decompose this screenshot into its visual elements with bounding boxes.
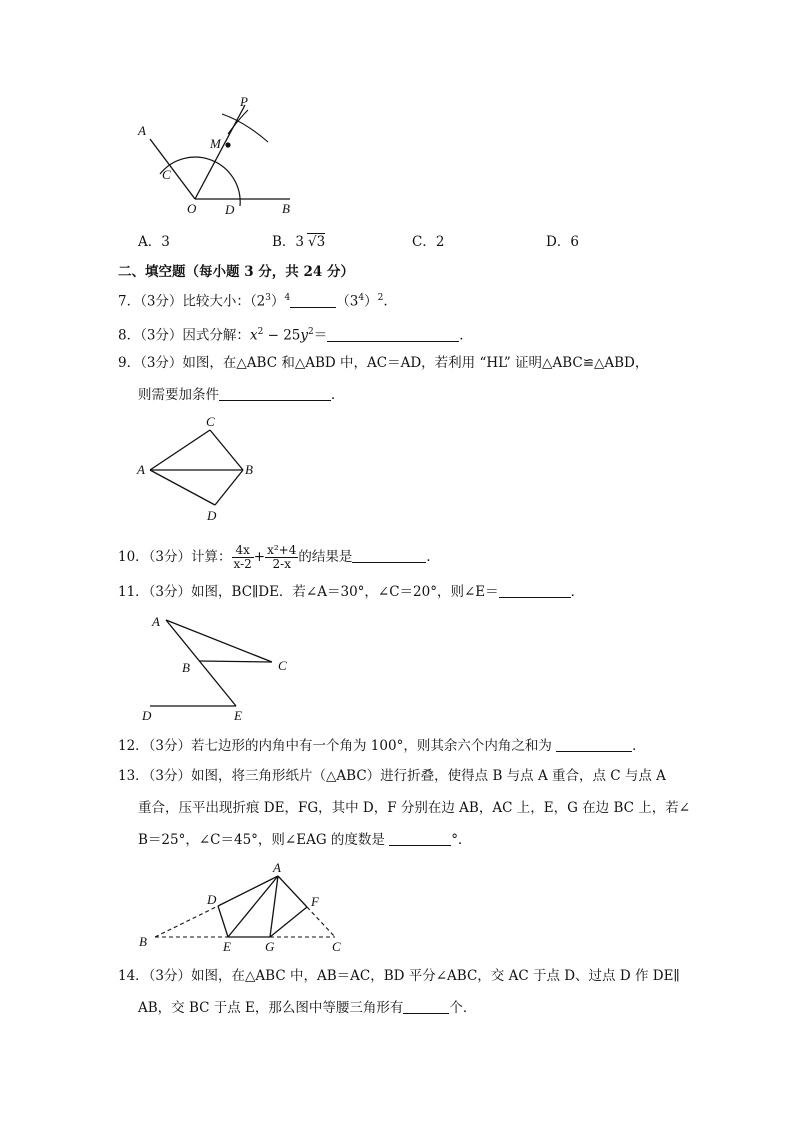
q7-answer-blank[interactable]	[290, 293, 336, 308]
option-c: C．2	[412, 234, 445, 250]
triangle-abd-figure	[135, 412, 265, 527]
segment-AD	[218, 876, 278, 906]
q7-end: .	[383, 293, 388, 310]
q11-text: 11．（3分）如图，BC∥DE．若∠A＝30°，∠C＝20°，则∠E＝	[118, 584, 499, 600]
option-d: D．6	[546, 234, 579, 250]
dashed-BD	[155, 906, 218, 937]
fraction-1-denominator: x-2	[233, 557, 252, 571]
q12-answer-blank[interactable]	[556, 737, 632, 752]
question-10	[118, 540, 440, 574]
q10-number: 10．（3分）计算：	[118, 549, 232, 565]
segment-AD	[150, 470, 215, 505]
label-G: G	[265, 939, 275, 954]
question-14-line1: 14．（3分）如图，在△ABC 中，AB＝AC，BD 平分∠ABC，交 AC 于点 D、过点 D 作 DE∥	[118, 968, 680, 984]
q10-answer-blank[interactable]	[352, 548, 426, 563]
q9-end: ．	[331, 387, 345, 403]
question-13-line3	[138, 830, 471, 850]
q14-answer-blank[interactable]	[403, 999, 449, 1014]
segment-DB	[215, 470, 243, 505]
question-12	[118, 736, 646, 756]
option-b	[272, 230, 325, 250]
label-C: C	[332, 939, 341, 954]
segment-BC	[199, 661, 272, 662]
q13-line3-text: B＝25°，∠C＝45°，则∠EAG 的度数是	[138, 832, 390, 848]
q10-end: ．	[426, 549, 440, 565]
q8-y: y	[300, 327, 309, 344]
q7-left-close: ）	[271, 293, 285, 310]
question-13-line1: 13．（3分）如图，将三角形纸片（△ABC）进行折叠，使得点 B 与点 A 重合，点 C 与点 A	[118, 768, 666, 784]
angle-bisector-figure	[130, 92, 300, 217]
q7-right: （3	[336, 293, 359, 310]
q7-number: 7．（3分）比较大小：	[118, 293, 250, 310]
label-D: D	[225, 202, 235, 217]
segment-AE	[166, 620, 236, 706]
label-D: D	[142, 708, 152, 723]
option-b-radical: √3	[308, 234, 326, 250]
label-A: A	[273, 860, 281, 875]
label-B: B	[245, 462, 253, 477]
label-B: B	[139, 934, 147, 949]
segment-FG	[270, 907, 307, 937]
q8-eq: ＝	[313, 327, 328, 344]
question-9-line1: 9．（3分）如图，在△ABC 和△ABD 中，AC＝AD，若利用 “HL” 证明△ABC≌△ABD，	[118, 355, 649, 371]
q8-mid: − 25	[263, 327, 301, 344]
q12-text: 12．（3分）若七边形的内角中有一个角为 100°，则其余六个内角之和为	[118, 738, 557, 754]
fraction-1	[232, 544, 254, 571]
label-A: A	[138, 123, 146, 138]
q7-left-exp2: 4	[284, 293, 291, 303]
segment-AE	[228, 876, 278, 937]
q8-answer-blank[interactable]	[327, 327, 459, 342]
label-B: B	[182, 660, 190, 675]
q8-x: x	[249, 327, 258, 344]
parallel-lines-figure	[138, 610, 298, 725]
arc-intersect-1	[222, 114, 268, 142]
q8-exp2: 2	[308, 327, 314, 337]
label-A: A	[137, 462, 145, 477]
label-D: D	[207, 892, 217, 907]
label-E: E	[223, 939, 231, 954]
dashed-FC	[307, 907, 335, 937]
q12-end: ．	[632, 738, 646, 754]
question-7	[118, 288, 388, 312]
option-a: A．3	[138, 234, 170, 250]
label-A: A	[152, 614, 160, 629]
q9-answer-blank[interactable]	[219, 386, 331, 401]
label-C: C	[206, 414, 215, 429]
fraction-1-numerator: 4x	[232, 544, 254, 558]
q14-end: 个．	[449, 1000, 477, 1016]
q13-line3-end: °．	[451, 832, 472, 848]
label-O: O	[187, 201, 197, 216]
question-13-line2: 重合，压平出现折痕 DE，FG，其中 D，F 分别在边 AB，AC 上，E，G 在边 BC 上，若∠	[138, 800, 691, 816]
point-M	[225, 142, 230, 147]
segment-CB	[210, 430, 243, 470]
label-D: D	[207, 508, 217, 523]
label-B: B	[282, 201, 290, 216]
q10-plus: +	[253, 549, 266, 565]
ray-OP	[195, 105, 245, 199]
section-heading: 二、填空题（每小题 3 分，共 24 分）	[118, 264, 354, 280]
q7-right-exp2: 2	[377, 293, 384, 303]
label-M: M	[210, 136, 221, 151]
q7-right-exp1: 4	[358, 293, 365, 303]
label-P: P	[240, 94, 248, 109]
q7-left: （2	[249, 293, 266, 310]
q8-number: 8．（3分）因式分解：	[118, 327, 250, 344]
ray-OA	[150, 139, 195, 199]
option-b-coef: 3	[295, 234, 305, 250]
label-E: E	[234, 708, 242, 723]
fraction-2	[265, 544, 298, 571]
question-8	[118, 322, 473, 346]
fraction-2-denominator: 2-x	[272, 557, 291, 571]
q10-tail: 的结果是	[298, 549, 353, 565]
fraction-2-numerator: x²+4	[267, 543, 297, 557]
folded-triangle-figure	[135, 860, 355, 960]
q11-answer-blank[interactable]	[499, 583, 571, 598]
q7-right-close: ）	[364, 293, 378, 310]
question-14-line2	[138, 998, 476, 1018]
label-F: F	[311, 894, 319, 909]
label-C: C	[162, 167, 171, 182]
arc-intersect-2	[228, 110, 248, 134]
q8-exp1: 2	[257, 327, 264, 337]
q13-answer-blank[interactable]	[389, 831, 451, 846]
q11-end: ．	[570, 584, 585, 600]
option-b-radicand: 3	[316, 234, 326, 250]
segment-AC	[166, 620, 272, 662]
question-9-line2	[138, 385, 345, 405]
q7-left-exp1: 3	[265, 293, 272, 303]
option-b-prefix: B．	[272, 234, 296, 250]
q14-line2-text: AB，交 BC 于点 E，那么图中等腰三角形有	[138, 1000, 404, 1016]
label-C: C	[278, 658, 287, 673]
segment-AF	[278, 876, 307, 907]
segment-DE	[218, 906, 228, 937]
q8-end: ．	[459, 327, 473, 344]
q9-line2-text: 则需要加条件	[138, 387, 219, 403]
question-11	[118, 582, 584, 602]
segment-AC	[150, 430, 210, 470]
